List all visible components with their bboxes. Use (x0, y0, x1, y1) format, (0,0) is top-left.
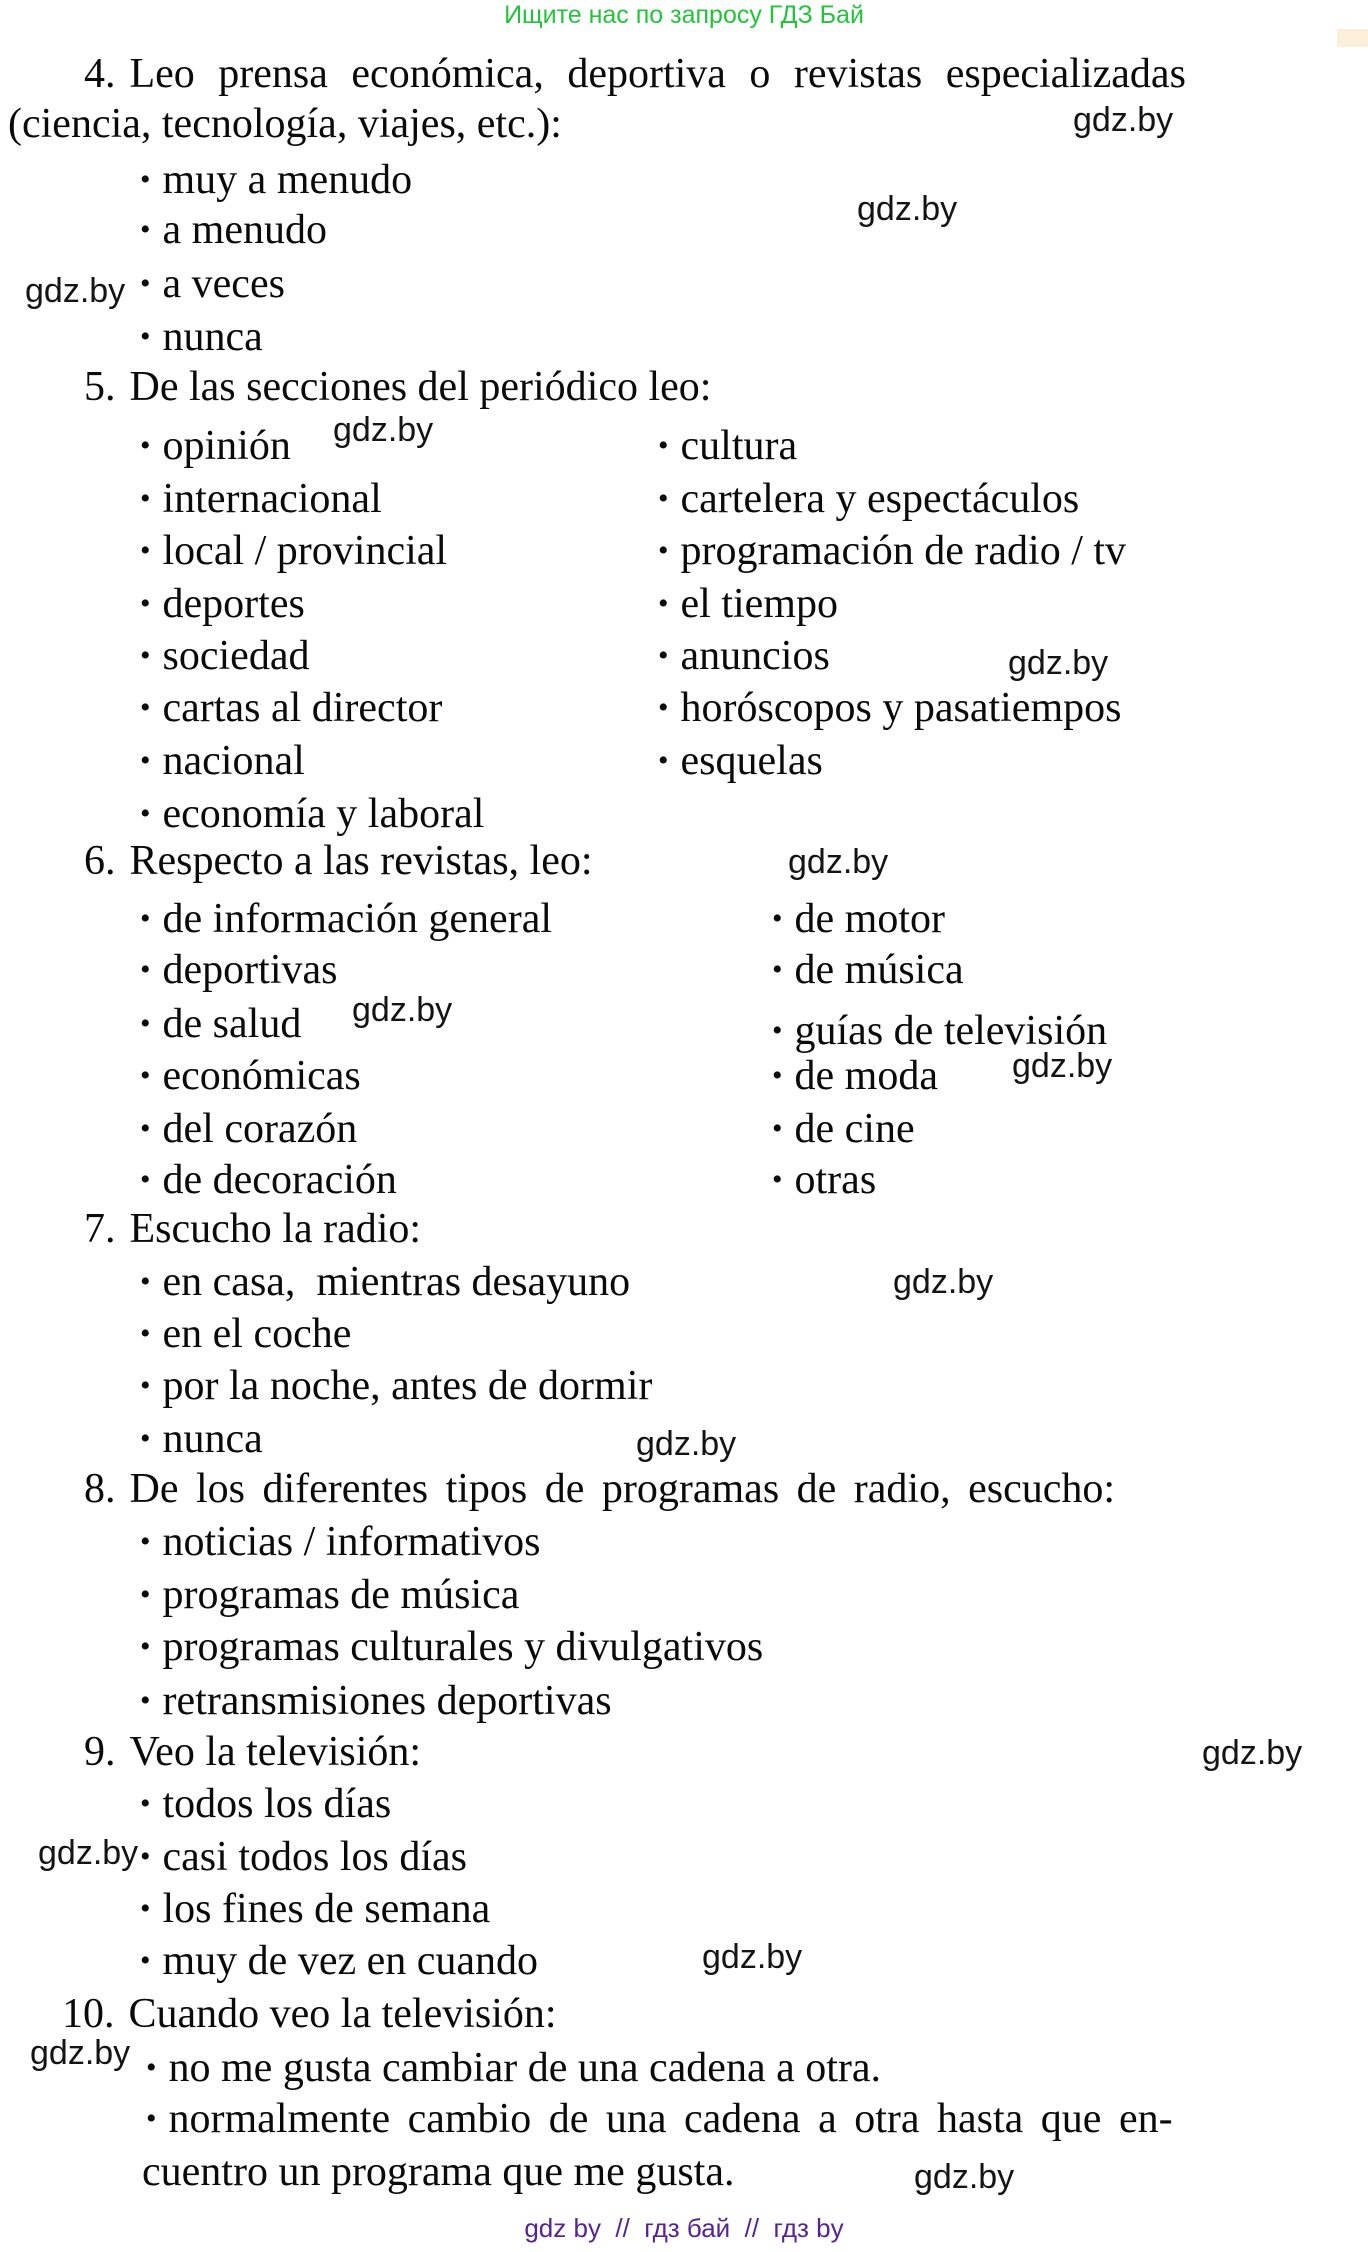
bullet-dot-icon: • (140, 534, 151, 567)
option-row (140, 1680, 612, 1722)
bullet-dot-icon: • (140, 1317, 151, 1350)
question-title: De las secciones del periódico leo: (129, 364, 712, 410)
watermark: gdz.by (352, 991, 453, 1029)
option-row (140, 1836, 467, 1878)
option-row (140, 949, 337, 991)
watermark: gdz.by (636, 1425, 737, 1463)
option-label: esquelas (680, 738, 823, 784)
question-4-heading-line2 (8, 103, 562, 145)
option-row (140, 1521, 540, 1563)
option-row (146, 2047, 881, 2089)
option-row (140, 1003, 301, 1045)
option-label: nunca (162, 314, 263, 360)
option-label: cartas al director (162, 685, 443, 731)
option-label: economía y laboral (162, 791, 485, 837)
bullet-dot-icon: • (140, 744, 151, 777)
corner-scan-artifact (1337, 29, 1368, 47)
option-row (140, 1783, 391, 1825)
watermark: gdz.by (38, 1834, 139, 1872)
question-title: Respecto a las revistas, leo: (129, 838, 593, 884)
question-number: 5. (84, 364, 116, 410)
option-row (658, 740, 823, 782)
bullet-dot-icon: • (140, 267, 151, 300)
question-9-heading (84, 1731, 421, 1773)
option-row (140, 316, 263, 358)
bullet-dot-icon: • (658, 482, 669, 515)
option-continuation-line: cuentro un programa que me gusta. (142, 2149, 735, 2195)
option-label: de información general (162, 896, 552, 942)
option-label: de decoración (162, 1157, 397, 1203)
bullet-dot-icon: • (140, 1265, 151, 1298)
option-row (140, 1574, 519, 1616)
bullet-dot-icon: • (140, 1007, 151, 1040)
bullet-dot-icon: • (772, 953, 783, 986)
question-title-continued: (ciencia, tecnología, viajes, etc.): (8, 101, 562, 147)
option-label: local / provincial (162, 528, 448, 574)
bullet-dot-icon: • (140, 587, 151, 620)
option-label: normalmente cambio de una cadena a otra hasta que en- (168, 2096, 1173, 2142)
option-label: en casa, mientras desayuno (162, 1259, 631, 1305)
option-label: deportes (162, 581, 305, 627)
bullet-dot-icon: • (140, 691, 151, 724)
bullet-dot-icon: • (140, 1944, 151, 1977)
question-number: 7. (84, 1206, 116, 1252)
option-label: cartelera y espectáculos (680, 476, 1080, 522)
bullet-dot-icon: • (658, 691, 669, 724)
question-number: 4. (84, 51, 116, 97)
bullet-dot-icon: • (146, 2051, 157, 2084)
option-label: todos los días (162, 1781, 392, 1827)
question-5-heading (84, 366, 711, 408)
bullet-dot-icon: • (772, 1014, 783, 1047)
option-row (772, 1055, 938, 1097)
option-label: programas de música (162, 1572, 520, 1618)
option-row (658, 687, 1121, 729)
option-row (146, 2098, 1173, 2140)
option-row (140, 209, 327, 251)
bullet-dot-icon: • (140, 1112, 151, 1145)
option-row (140, 1108, 357, 1150)
bullet-dot-icon: • (658, 587, 669, 620)
question-title: Veo la televisión: (129, 1729, 422, 1775)
option-row (772, 949, 964, 991)
bullet-dot-icon: • (772, 902, 783, 935)
bullet-dot-icon: • (658, 744, 669, 777)
question-number: 10. (62, 1991, 115, 2037)
bullet-dot-icon: • (140, 1525, 151, 1558)
option-label: a veces (162, 261, 285, 307)
option-label: a menudo (162, 207, 327, 253)
watermark: gdz.by (788, 843, 889, 881)
question-number: 6. (84, 838, 116, 884)
option-label: noticias / informativos (162, 1519, 541, 1565)
bullet-dot-icon: • (140, 797, 151, 830)
watermark: gdz.by (1202, 1734, 1303, 1772)
option-label: casi todos los días (162, 1834, 467, 1880)
question-10-heading (62, 1993, 557, 2035)
option-row (140, 1313, 351, 1355)
bullet-dot-icon: • (140, 482, 151, 515)
bullet-dot-icon: • (140, 953, 151, 986)
bullet-dot-icon: • (140, 1163, 151, 1196)
bullet-dot-icon: • (140, 639, 151, 672)
option-row (140, 1626, 763, 1668)
option-row (140, 425, 291, 467)
option-row (658, 478, 1079, 520)
bullet-dot-icon: • (140, 1059, 151, 1092)
option-label: por la noche, antes de dormir (162, 1363, 653, 1409)
question-title: De los diferentes tipos de programas de radio, escucho: (129, 1466, 1116, 1512)
option-label: retransmisiones deportivas (162, 1678, 612, 1724)
option-label: cultura (680, 423, 798, 469)
bullet-dot-icon: • (140, 429, 151, 462)
bullet-dot-icon: • (772, 1059, 783, 1092)
option-label: sociedad (162, 633, 310, 679)
option-label: programas culturales y divulgativos (162, 1624, 764, 1670)
bullet-dot-icon: • (146, 2102, 157, 2135)
bullet-dot-icon: • (772, 1163, 783, 1196)
option-label: guías de televisión (794, 1008, 1108, 1054)
option-row (140, 1055, 361, 1097)
option-label: anuncios (680, 633, 830, 679)
option-label: en el coche (162, 1311, 352, 1357)
question-title: Cuando veo la televisión: (128, 1991, 557, 2037)
option-label: internacional (162, 476, 382, 522)
bullet-dot-icon: • (772, 1112, 783, 1145)
bullet-dot-icon: • (140, 1787, 151, 1820)
bullet-dot-icon: • (140, 1422, 151, 1455)
option-label: opinión (162, 423, 291, 469)
option-row (772, 1159, 876, 1201)
option-row (140, 687, 442, 729)
option-row (140, 898, 552, 940)
option-label: el tiempo (680, 581, 838, 627)
option-label: económicas (162, 1053, 361, 1099)
option-row (140, 1261, 630, 1303)
watermark: gdz.by (702, 1938, 803, 1976)
bullet-dot-icon: • (140, 1369, 151, 1402)
option-label: nacional (162, 738, 305, 784)
option-label: no me gusta cambiar de una cadena a otra. (168, 2045, 882, 2091)
watermark: gdz.by (1008, 644, 1109, 682)
option-row (140, 530, 447, 572)
watermark: gdz.by (1073, 101, 1174, 139)
question-title: Escucho la radio: (129, 1206, 422, 1252)
option-label: nunca (162, 1416, 263, 1462)
bullet-dot-icon: • (140, 213, 151, 246)
option-row (772, 1010, 1107, 1052)
option-row (140, 793, 484, 835)
watermark: gdz.by (333, 411, 434, 449)
watermark: gdz.by (857, 190, 958, 228)
option-row (658, 583, 838, 625)
option-label: los fines de semana (162, 1886, 491, 1932)
bullet-dot-icon: • (140, 1892, 151, 1925)
option-row (140, 583, 305, 625)
option-row (140, 1159, 397, 1201)
option-label: de salud (162, 1001, 302, 1047)
bullet-dot-icon: • (140, 1578, 151, 1611)
option-row (140, 1888, 490, 1930)
bullet-dot-icon: • (140, 1630, 151, 1663)
option-row (140, 740, 305, 782)
footer-watermark-line: gdz by // гдз бай // гдз by (524, 2213, 844, 2243)
watermark: gdz.by (893, 1263, 994, 1301)
option-row (658, 425, 797, 467)
option-row (140, 159, 412, 201)
option-label: deportivas (162, 947, 338, 993)
question-number: 9. (84, 1729, 116, 1775)
option-label: de moda (794, 1053, 938, 1099)
promo-header: Ищите нас по запросу ГДЗ Бай (504, 1, 864, 29)
watermark: gdz.by (25, 272, 126, 310)
watermark: gdz.by (1012, 1047, 1113, 1085)
bullet-dot-icon: • (658, 534, 669, 567)
bullet-dot-icon: • (140, 320, 151, 353)
watermark: gdz.by (30, 2034, 131, 2072)
option-row (140, 478, 382, 520)
option-row (658, 530, 1126, 572)
option-row (140, 1940, 538, 1982)
bullet-dot-icon: • (140, 1840, 151, 1873)
option-row (772, 898, 945, 940)
option-label: del corazón (162, 1106, 358, 1152)
option-label: de música (794, 947, 964, 993)
question-6-heading (84, 840, 593, 882)
option-row (658, 635, 830, 677)
question-8-heading (84, 1468, 1115, 1510)
option-label: horóscopos y pasatiempos (680, 685, 1122, 731)
option-row (140, 635, 309, 677)
option-row (140, 1365, 652, 1407)
option-label: programación de radio / tv (680, 528, 1127, 574)
watermark: gdz.by (914, 2158, 1015, 2196)
option-row (140, 1418, 263, 1460)
option-label: muy de vez en cuando (162, 1938, 539, 1984)
question-7-heading (84, 1208, 421, 1250)
option-row (772, 1108, 915, 1150)
option-label: muy a menudo (162, 157, 413, 203)
question-4-heading (84, 53, 1186, 95)
bullet-dot-icon: • (658, 429, 669, 462)
bullet-dot-icon: • (140, 163, 151, 196)
question-number: 8. (84, 1466, 116, 1512)
question-title: Leo prensa económica, deportiva o revistas especializadas (129, 51, 1186, 97)
option-row (140, 263, 285, 305)
bullet-dot-icon: • (140, 1684, 151, 1717)
bullet-dot-icon: • (140, 902, 151, 935)
option-label: de cine (794, 1106, 915, 1152)
option-label: otras (794, 1157, 877, 1203)
bullet-dot-icon: • (658, 639, 669, 672)
option-label: de motor (794, 896, 945, 942)
